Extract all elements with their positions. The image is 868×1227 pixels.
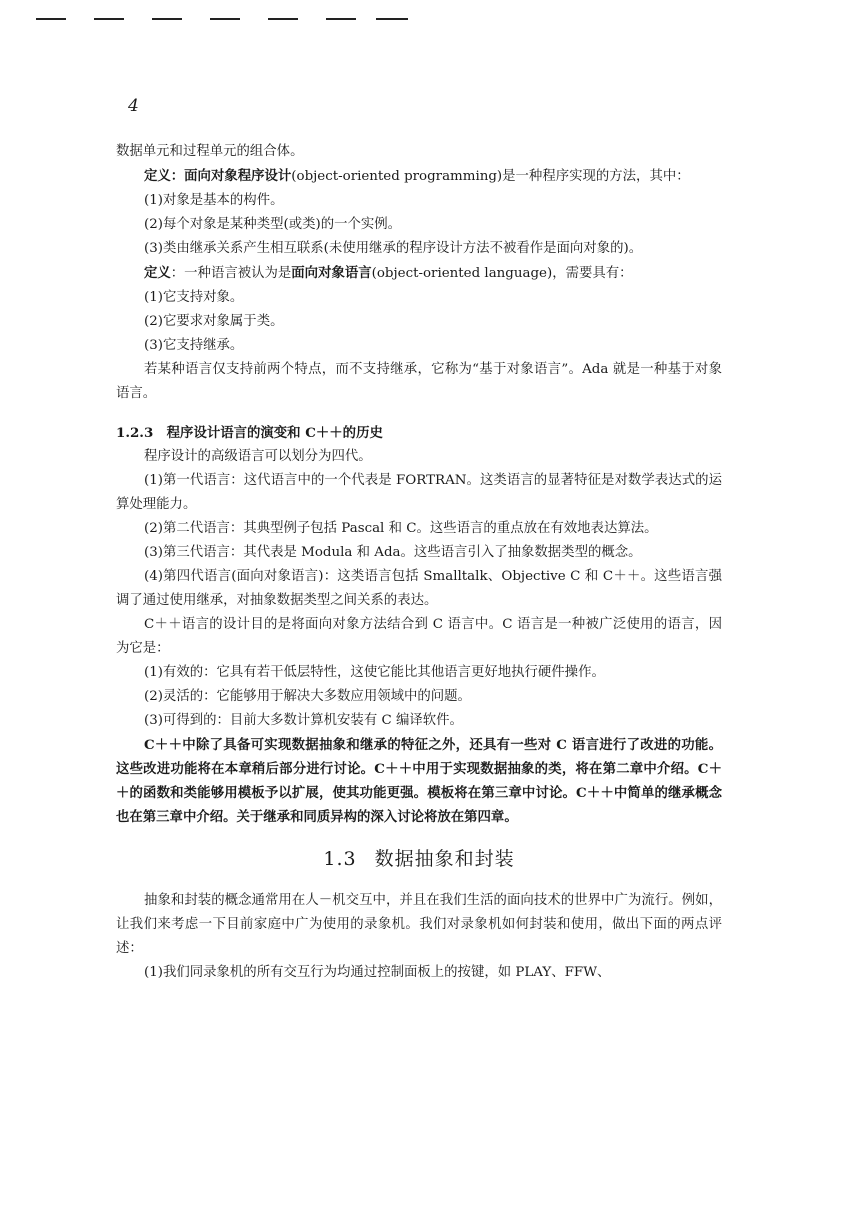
definition-label: 定义 (144, 265, 171, 281)
list-item: (1)我们同录象机的所有交互行为均通过控制面板上的按键，如 PLAY、FFW、 (144, 965, 611, 980)
list-item: (2)灵活的：它能够用于解决大多数应用领域中的问题。 (144, 689, 471, 704)
paragraph-cpp-features: C＋＋中除了具备可实现数据抽象和继承的特征之外，还具有一些对 C 语言进行了改进的功能。这些改进功能将在本章稍后部分进行讨论。C＋＋中用于实现数据抽象的类，将在第二章中介绍。C＋＋的函数和类能够用模板予以扩展，使其功能更强。模板将在第三章中讨论。C＋＋中简单的继承概念也在第三章中介绍。关于继承和同质异构的深入讨论将放在第四章。 (116, 737, 722, 825)
list-item: (3)类由继承关系产生相互联系(未使用继承的程序设计方法不被看作是面向对象的)。 (144, 241, 643, 256)
section-number: 1.3 (323, 848, 357, 870)
definition-term: 面向对象语言 (291, 265, 372, 281)
list-item: (2)它要求对象属于类。 (144, 314, 284, 329)
definition-term: 面向对象程序设计 (184, 168, 292, 184)
page-body (116, 140, 722, 985)
section-title-text: 数据抽象和封装 (374, 848, 515, 870)
list-item: (4)第四代语言(面向对象语言)：这类语言包括 Smalltalk、Objective C 和 C＋＋。这些语言强调了通过使用继承，对抽象数据类型之间关系的表达。 (116, 569, 722, 608)
definition-label: 定义 (144, 168, 171, 184)
list-item: (1)它支持对象。 (144, 290, 244, 305)
header-rule (36, 18, 416, 28)
subsection-heading: 1.2.3 程序设计语言的演变和 C＋＋的历史 (116, 425, 383, 441)
paragraph-generations: 程序设计的高级语言可以划分为四代。 (144, 449, 372, 464)
section-title (116, 847, 722, 871)
list-item: (3)第三代语言：其代表是 Modula 和 Ada。这些语言引入了抽象数据类型的概念。 (144, 545, 642, 560)
list-item: (1)第一代语言：这代语言中的一个代表是 FORTRAN。这类语言的显著特征是对数学表达式的运算处理能力。 (116, 473, 722, 512)
list-item: (2)每个对象是某种类型(或类)的一个实例。 (144, 217, 402, 232)
paragraph-cpp-goal: C＋＋语言的设计目的是将面向对象方法结合到 C 语言中。C 语言是一种被广泛使用的语言，因为它是： (116, 617, 722, 656)
list-item: (3)可得到的：目前大多数计算机安装有 C 编译软件。 (144, 713, 463, 728)
page-number: 4 (128, 96, 139, 116)
definition-ool: 定义：一种语言被认为是面向对象语言(object-oriented language)，需要具有： (144, 265, 633, 281)
paragraph-abstraction: 抽象和封装的概念通常用在人－机交互中，并且在我们生活的面向技术的世界中广为流行。例如，让我们来考虑一下目前家庭中广为使用的录象机。我们对录象机如何封装和使用，做出下面的两点评述： (116, 893, 722, 956)
paragraph-continuation: 数据单元和过程单元的组合体。 (116, 144, 304, 159)
list-item: (1)对象是基本的构件。 (144, 193, 284, 208)
paragraph-object-based: 若某种语言仅支持前两个特点，而不支持继承，它称为“基于对象语言”。Ada 就是一种基于对象语言。 (116, 362, 722, 401)
list-item: (3)它支持继承。 (144, 338, 244, 353)
list-item: (1)有效的：它具有若干低层特性，这使它能比其他语言更好地执行硬件操作。 (144, 665, 605, 680)
list-item: (2)第二代语言：其典型例子包括 Pascal 和 C。这些语言的重点放在有效地表达算法。 (144, 521, 658, 536)
definition-oop: 定义：面向对象程序设计(object-oriented programming)是一种程序实现的方法，其中： (144, 168, 690, 184)
